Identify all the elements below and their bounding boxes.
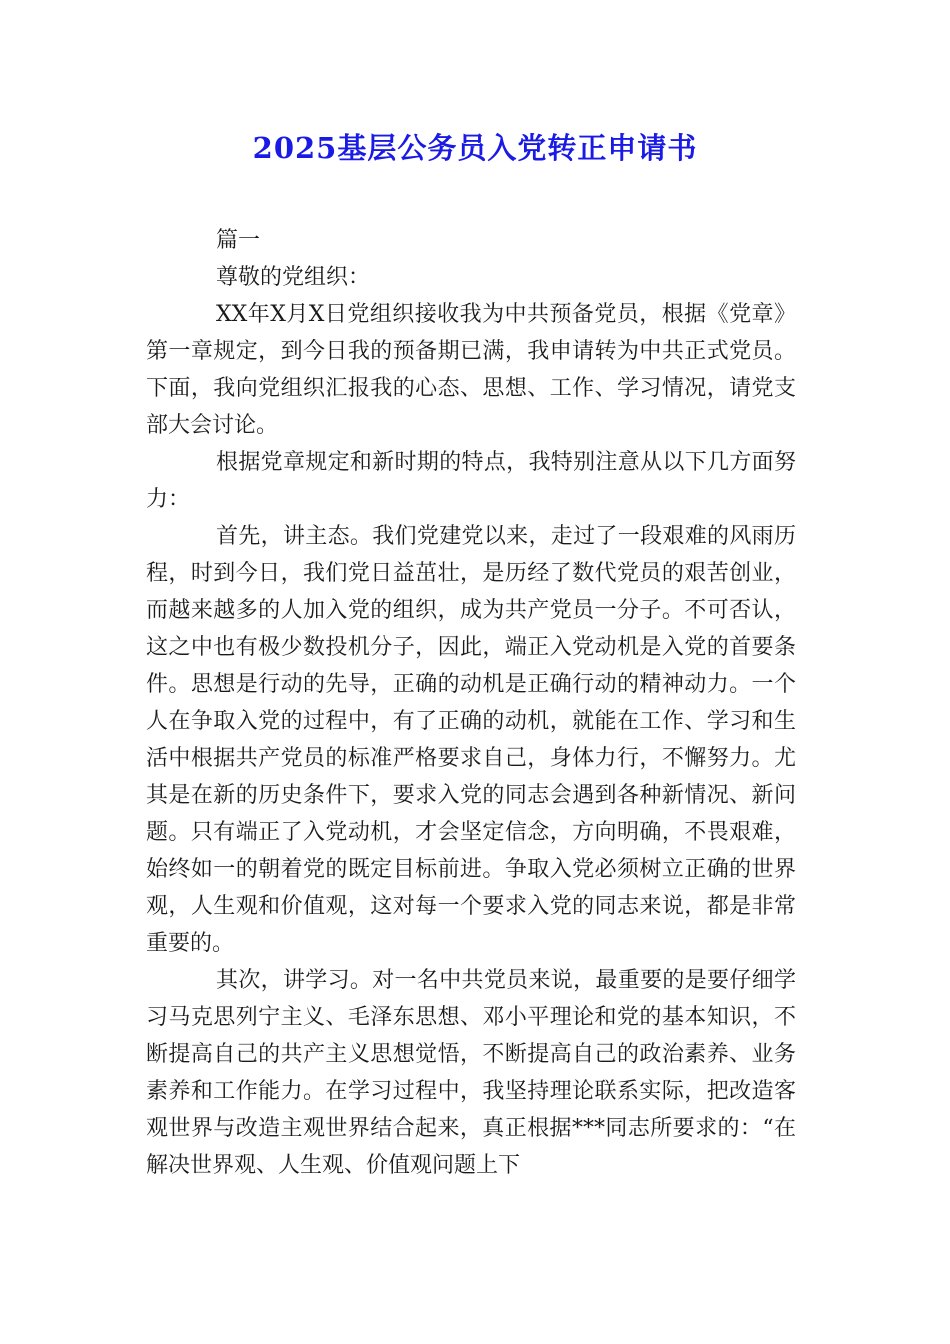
- document-body: [146, 222, 796, 1184]
- section-label: 篇一: [216, 228, 261, 253]
- document-title: 2025基层公务员入党转正申请书: [252, 131, 698, 165]
- paragraph: 根据党章规定和新时期的特点，我特别注意从以下几方面努力：: [146, 450, 796, 512]
- paragraph: 首先，讲主态。我们党建党以来，走过了一段艰难的风雨历程，时到今日，我们党日益茁壮，是历经了数代党员的艰苦创业，而越来越多的人加入党的组织，成为共产党员一分子。不可否认，这之中也有极少数投机分子，因此，端正入党动机是入党的首要条件。思想是行动的先导，正确的动机是正确行动的精神动力。一个人在争取入党的过程中，有了正确的动机，就能在工作、学习和生活中根据共产党员的标准严格要求自己，身体力行，不懈努力。尤其是在新的历史条件下，要求入党的同志会遇到各种新情况、新问题。只有端正了入党动机，才会坚定信念，方向明确，不畏艰难，始终如一的朝着党的既定目标前进。争取入党必须树立正确的世界观，人生观和价值观，这对每一个要求入党的同志来说，都是非常重要的。: [146, 524, 796, 956]
- paragraph: 其次，讲学习。对一名中共党员来说，最重要的是要仔细学习马克思列宁主义、毛泽东思想、邓小平理论和党的基本知识，不断提高自己的共产主义思想觉悟，不断提高自己的政治素养、业务素养和工作能力。在学习过程中，我坚持理论联系实际，把改造客观世界与改造主观世界结合起来，真正根据***同志所要求的：“在解决世界观、人生观、价值观问题上下: [146, 968, 796, 1178]
- salutation: 尊敬的党组织：: [216, 265, 371, 290]
- paragraph: XX年X月X日党组织接收我为中共预备党员，根据《党章》第一章规定，到今日我的预备期已满，我申请转为中共正式党员。下面，我向党组织汇报我的心态、思想、工作、学习情况，请党支部大会讨论。: [146, 302, 796, 438]
